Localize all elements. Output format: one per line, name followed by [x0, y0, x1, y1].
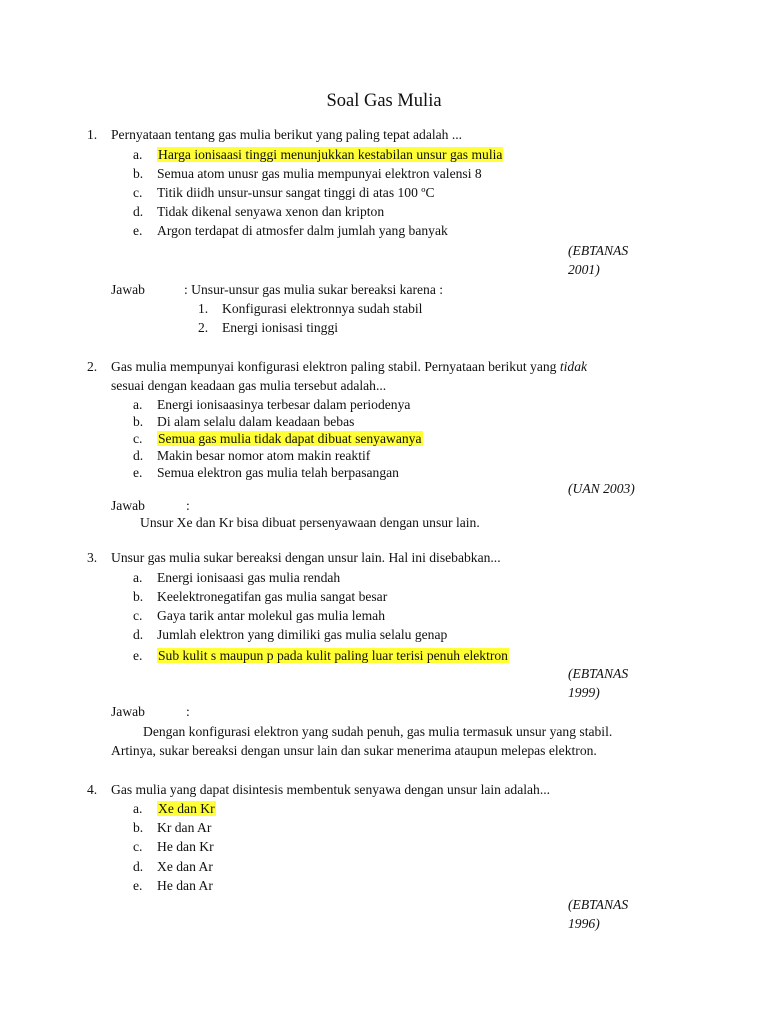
- q4-source-line1: (EBTANAS: [568, 897, 629, 912]
- q3-jawab-line1: Dengan konfigurasi elektron yang sudah penuh, gas mulia termasuk unsur yang stabil.: [143, 724, 613, 739]
- q4-option-a-letter: a.: [133, 801, 143, 816]
- q3-option-d-text: Jumlah elektron yang dimiliki gas mulia selalu genap: [157, 627, 448, 642]
- q1-option-a-letter: a.: [133, 147, 143, 162]
- q1-reason-2-text: Energi ionisasi tinggi: [222, 320, 339, 335]
- q3-option-b-letter: b.: [133, 589, 144, 604]
- q4-answer-highlight: Xe dan Kr: [158, 801, 215, 816]
- q2-option-c-text: [157, 430, 423, 447]
- document-title: Soal Gas Mulia: [326, 91, 442, 111]
- question-1-number: 1.: [87, 127, 98, 142]
- q3-option-b-text: Keelektronegatifan gas mulia sangat besar: [157, 589, 388, 604]
- q3-option-c-letter: c.: [133, 608, 143, 623]
- q1-answer-highlight: Harga ionisaasi tinggi menunjukkan kestabilan unsur gas mulia: [158, 147, 503, 162]
- q2-option-d-letter: d.: [133, 448, 144, 463]
- q2-option-b-letter: b.: [133, 414, 144, 429]
- q1-reason-1-number: 1.: [198, 301, 209, 316]
- q1-option-b-letter: b.: [133, 166, 144, 181]
- q2-jawab-colon: :: [186, 498, 190, 513]
- q1-jawab-text: : Unsur-unsur gas mulia sukar bereaksi karena :: [184, 282, 444, 297]
- q3-option-c-text: Gaya tarik antar molekul gas mulia lemah: [157, 608, 385, 623]
- question-3-text: Unsur gas mulia sukar bereaksi dengan unsur lain. Hal ini disebabkan...: [111, 550, 501, 565]
- q2-option-a-text: Energi ionisaasinya terbesar dalam periodenya: [157, 397, 411, 412]
- q2-option-a-letter: a.: [133, 397, 143, 412]
- q2-jawab-text: Unsur Xe dan Kr bisa dibuat persenyawaan dengan unsur lain.: [140, 515, 480, 530]
- q2-option-b-text: Di alam selalu dalam keadaan bebas: [157, 414, 355, 429]
- q1-option-b-text: Semua atom unusr gas mulia mempunyai elektron valensi 8: [157, 166, 482, 181]
- q1-option-c-text: Titik diidh unsur-unsur sangat tinggi di atas 100 ºC: [157, 185, 435, 200]
- question-2-text-emphasis: tidak: [559, 359, 588, 374]
- q4-option-e-letter: e.: [133, 878, 143, 893]
- q4-option-c-letter: c.: [133, 839, 143, 854]
- q3-option-a-text: Energi ionisaasi gas mulia rendah: [157, 570, 341, 585]
- q1-source-line1: (EBTANAS: [568, 243, 629, 258]
- q3-option-e-text: [157, 647, 509, 664]
- question-2-text-main: Gas mulia mempunyai konfigurasi elektron paling stabil. Pernyataan berikut yang: [111, 359, 560, 374]
- q1-jawab-label: Jawab: [111, 282, 145, 297]
- q3-jawab-line2: Artinya, sukar bereaksi dengan unsur lain dan sukar menerima ataupun melepas elektron.: [111, 743, 597, 758]
- q2-option-c-letter: c.: [133, 431, 143, 446]
- q4-option-d-letter: d.: [133, 859, 144, 874]
- q4-option-b-text: Kr dan Ar: [157, 820, 212, 835]
- q2-jawab-label: Jawab: [111, 498, 145, 513]
- question-2-number: 2.: [87, 359, 98, 374]
- q2-answer-highlight: Semua gas mulia tidak dapat dibuat senyawanya: [158, 431, 422, 446]
- q1-option-e-letter: e.: [133, 223, 143, 238]
- question-4-text: Gas mulia yang dapat disintesis membentuk senyawa dengan unsur lain adalah...: [111, 782, 551, 797]
- q1-option-d-letter: d.: [133, 204, 144, 219]
- q3-jawab-label: Jawab: [111, 704, 145, 719]
- q4-option-d-text: Xe dan Ar: [157, 859, 213, 874]
- question-2-text-line1: [111, 358, 587, 375]
- q1-option-a-text: [157, 146, 503, 163]
- q3-jawab-colon: :: [186, 704, 190, 719]
- q4-option-b-letter: b.: [133, 820, 144, 835]
- q4-source-line2: 1996): [568, 916, 600, 931]
- q3-option-d-letter: d.: [133, 627, 144, 642]
- q2-source: (UAN 2003): [568, 481, 635, 496]
- q4-option-c-text: He dan Kr: [157, 839, 214, 854]
- q1-option-d-text: Tidak dikenal senyawa xenon dan kripton: [157, 204, 385, 219]
- question-4-number: 4.: [87, 782, 98, 797]
- q3-option-e-letter: e.: [133, 648, 143, 663]
- question-1-text: Pernyataan tentang gas mulia berikut yang paling tepat adalah ...: [111, 127, 463, 142]
- question-2-text-line2: sesuai dengan keadaan gas mulia tersebut adalah...: [111, 378, 387, 393]
- q2-option-e-text: Semua elektron gas mulia telah berpasangan: [157, 465, 399, 480]
- q4-option-a-text: [157, 800, 216, 817]
- question-3-number: 3.: [87, 550, 98, 565]
- q4-option-e-text: He dan Ar: [157, 878, 213, 893]
- q1-option-c-letter: c.: [133, 185, 143, 200]
- q3-source-line2: 1999): [568, 685, 600, 700]
- q1-source-line2: 2001): [568, 262, 600, 277]
- q2-option-d-text: Makin besar nomor atom makin reaktif: [157, 448, 371, 463]
- q3-answer-highlight: Sub kulit s maupun p pada kulit paling luar terisi penuh elektron: [158, 648, 508, 663]
- q3-option-a-letter: a.: [133, 570, 143, 585]
- q1-reason-1-text: Konfigurasi elektronnya sudah stabil: [222, 301, 423, 316]
- q1-reason-2-number: 2.: [198, 320, 209, 335]
- q1-option-e-text: Argon terdapat di atmosfer dalm jumlah yang banyak: [157, 223, 448, 238]
- q3-source-line1: (EBTANAS: [568, 666, 629, 681]
- q2-option-e-letter: e.: [133, 465, 143, 480]
